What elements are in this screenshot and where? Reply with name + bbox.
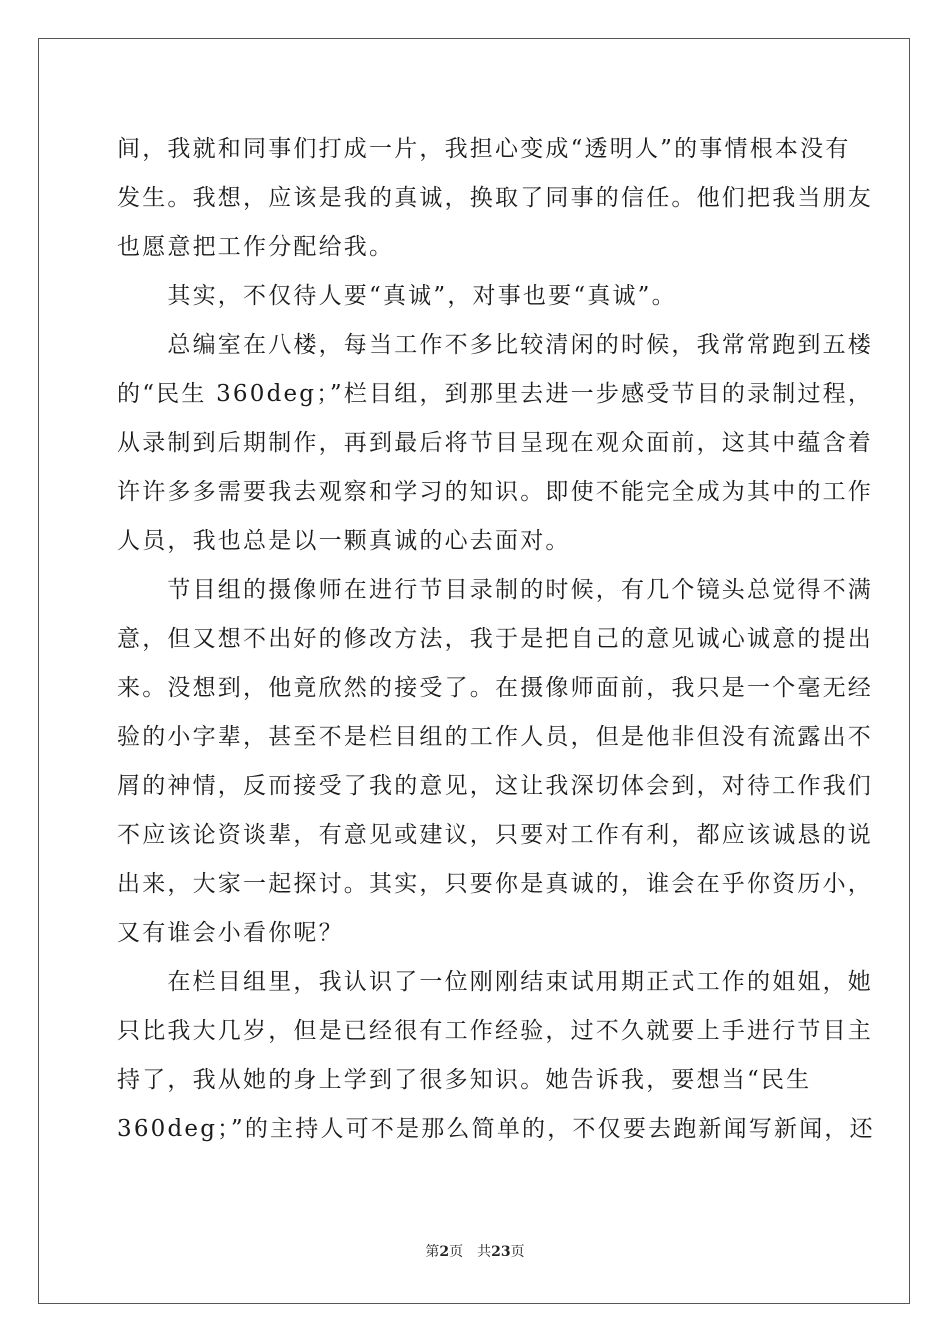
text-line: 又有谁会小看你呢？	[117, 920, 344, 946]
text-line: 的“民生 360deg；”栏目组，到那里去进一步感受节目的录制过程，	[117, 381, 874, 407]
text-line: 人员，我也总是以一颗真诚的心去面对。	[117, 528, 571, 554]
text-line: 不应该论资谈辈，有意见或建议，只要对工作有利，都应该诚恳的说	[117, 822, 873, 848]
text-line: 许许多多需要我去观察和学习的知识。即使不能完全成为其中的工作	[117, 479, 873, 505]
text-line: 也愿意把工作分配给我。	[117, 234, 395, 260]
text-line: 来。没想到，他竟欣然的接受了。在摄像师面前，我只是一个毫无经	[117, 675, 873, 701]
text-line: 持了，我从她的身上学到了很多知识。她告诉我，要想当“民生	[117, 1067, 812, 1093]
text-line: 出来，大家一起探讨。其实，只要你是真诚的，谁会在乎你资历小，	[117, 871, 873, 897]
text-line: 屑的神情，反而接受了我的意见，这让我深切体会到，对待工作我们	[117, 773, 873, 799]
text-line: 节目组的摄像师在进行节目录制的时候，有几个镜头总觉得不满	[117, 577, 873, 603]
current-page-number: 2	[439, 1244, 450, 1260]
total-page-count: 23	[491, 1244, 511, 1260]
page-footer	[0, 1241, 950, 1261]
text-line: 只比我大几岁，但是已经很有工作经验，过不久就要上手进行节目主	[117, 1018, 873, 1044]
total-pages-suffix: 页	[510, 1244, 525, 1260]
text-line: 从录制到后期制作，再到最后将节目呈现在观众面前，这其中蕴含着	[117, 430, 873, 456]
text-line: 验的小字辈，甚至不是栏目组的工作人员，但是他非但没有流露出不	[117, 724, 873, 750]
total-pages-prefix: 共	[477, 1244, 492, 1260]
text-line: 360deg；”的主持人可不是那么简单的，不仅要去跑新闻写新闻，还	[117, 1116, 875, 1142]
page-number-suffix: 页	[449, 1244, 464, 1260]
text-line: 其实，不仅待人要“真诚”，对事也要“真诚”。	[117, 283, 677, 309]
text-line: 间，我就和同事们打成一片，我担心变成“透明人”的事情根本没有	[117, 136, 851, 162]
text-line: 意，但又想不出好的修改方法，我于是把自己的意见诚心诚意的提出	[117, 626, 873, 652]
text-line: 发生。我想，应该是我的真诚，换取了同事的信任。他们把我当朋友	[117, 185, 873, 211]
text-line: 在栏目组里，我认识了一位刚刚结束试用期正式工作的姐姐，她	[117, 969, 873, 995]
document-body	[117, 125, 875, 1154]
text-line: 总编室在八楼，每当工作不多比较清闲的时候，我常常跑到五楼	[117, 332, 873, 358]
page-number-prefix: 第	[425, 1244, 440, 1260]
